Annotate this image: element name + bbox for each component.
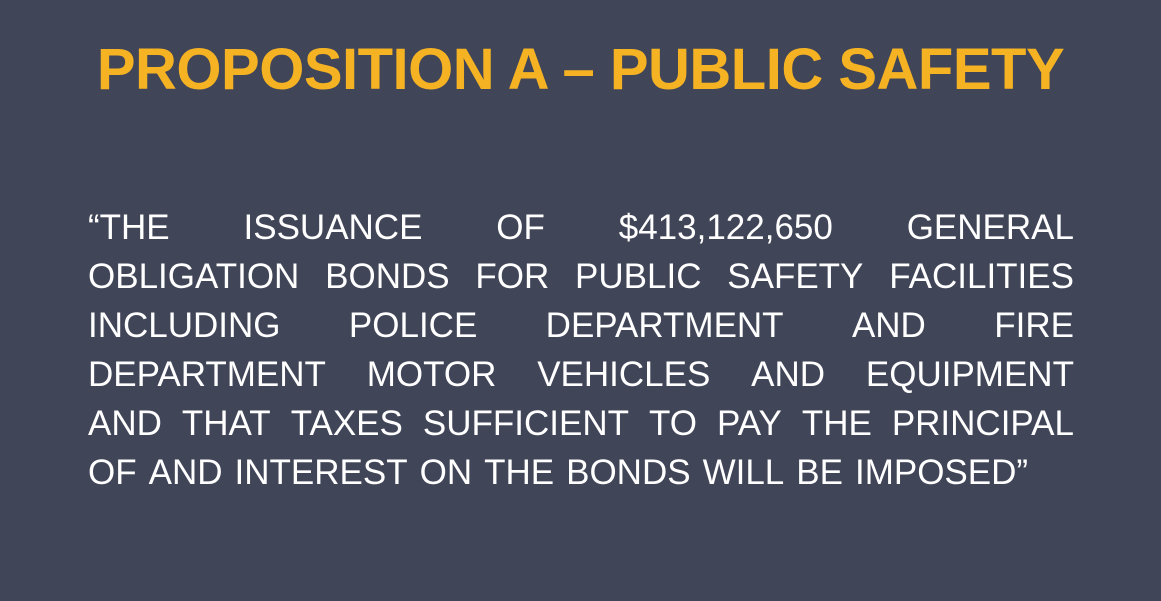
quote-word: PUBLIC [575, 257, 702, 296]
quote-word: OF [496, 208, 545, 247]
quote-line [88, 301, 1074, 350]
quote-word: FIRE [994, 306, 1074, 345]
quote-word: AND [751, 355, 826, 394]
quote-word: GENERAL [906, 208, 1074, 247]
quote-word: AND [88, 404, 162, 443]
quote-word: PRINCIPAL [891, 404, 1074, 443]
quote-word: FACILITIES [889, 257, 1074, 296]
quote-word: SUFFICIENT [422, 404, 629, 443]
quote-word: MOTOR [366, 355, 497, 394]
quote-line [88, 203, 1074, 252]
ballot-language-quote [88, 203, 1074, 497]
quote-word: VEHICLES [537, 355, 711, 394]
quote-word: BONDS [566, 453, 691, 492]
quote-line [88, 448, 1074, 497]
quote-word: THE [801, 404, 872, 443]
quote-word: TO [648, 404, 697, 443]
quote-word: THE [484, 453, 555, 492]
quote-word: WILL [702, 453, 785, 492]
quote-word: ON [419, 453, 473, 492]
quote-word: THAT [181, 404, 271, 443]
quote-word: INCLUDING [88, 306, 281, 345]
slide-title: PROPOSITION A – PUBLIC SAFETY [96, 37, 1065, 102]
quote-word: $413,122,650 [618, 208, 833, 247]
quote-word: BONDS [325, 257, 450, 296]
quote-line [88, 399, 1074, 448]
quote-word: ISSUANCE [243, 208, 423, 247]
quote-word: AND [851, 306, 926, 345]
quote-word: DEPARTMENT [88, 355, 326, 394]
quote-word: SAFETY [727, 257, 864, 296]
quote-word: OF [88, 453, 137, 492]
quote-word: AND [148, 453, 223, 492]
quote-word: OBLIGATION [88, 257, 300, 296]
quote-word: IMPOSED” [854, 453, 1029, 492]
quote-word: TAXES [290, 404, 403, 443]
quote-word: POLICE [348, 306, 478, 345]
quote-word: INTEREST [234, 453, 408, 492]
quote-word: EQUIPMENT [865, 355, 1074, 394]
quote-word: PAY [716, 404, 782, 443]
quote-word: DEPARTMENT [545, 306, 784, 345]
quote-line [88, 252, 1074, 301]
quote-line [88, 350, 1074, 399]
quote-word: FOR [475, 257, 550, 296]
quote-word: BE [796, 453, 843, 492]
quote-word: “THE [88, 208, 170, 247]
